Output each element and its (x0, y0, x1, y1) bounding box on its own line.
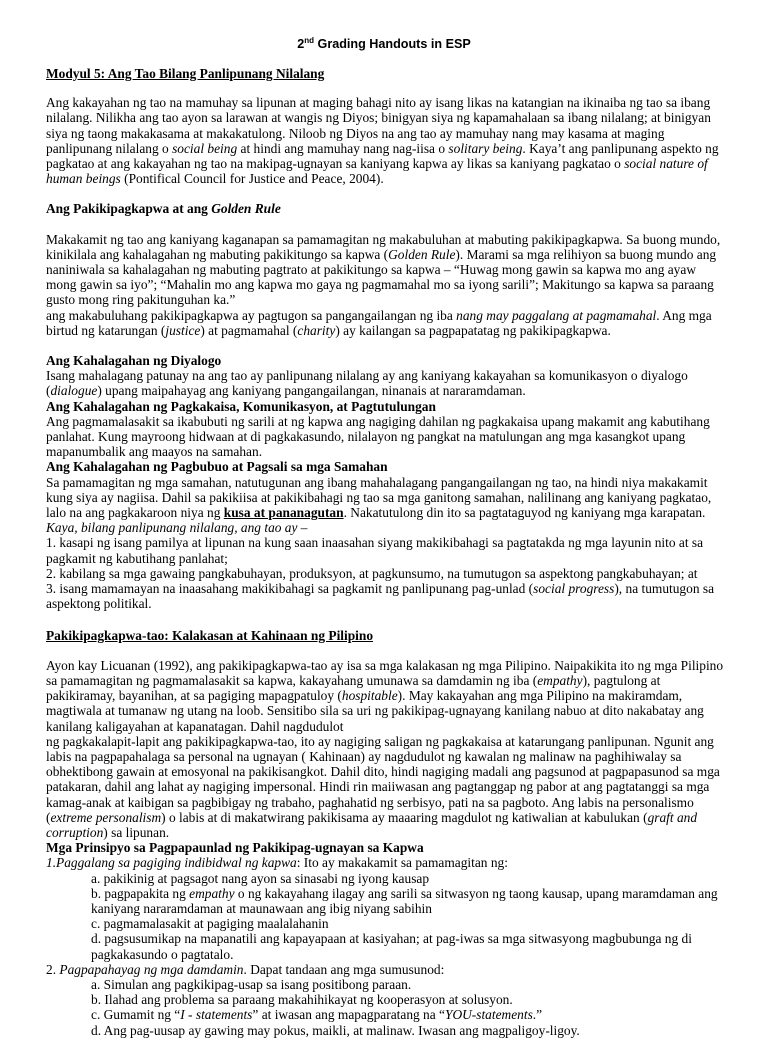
kapwatao-heading: Pakikipagkapwa-tao: Kalakasan at Kahinaan ng Pilipino (46, 627, 374, 643)
module-title: Modyul 5: Ang Tao Bilang Panlipunang Nilalang (46, 66, 325, 81)
samahan-item-3: 3. isang mamamayan na inaasahang makikibahagi sa pagkamit ng panlipunang pag-unlad (social progress), na tumutugon sa aspektong politikal. (46, 581, 715, 612)
page-header (0, 37, 768, 52)
prinsipyo-1: 1.Paggalang sa pagiging indibidwal ng kapwa: Ito ay makakamit sa pamamagitan ng: (46, 855, 508, 871)
list-item: c. Gumamit ng “I - statements” at iwasan ang mapagparatang na “YOU-statements.” (91, 1007, 543, 1023)
list-item: a. Simulan ang pagkikipag-usap sa isang positibong paraan. (91, 976, 412, 992)
samahan-item-2: 2. kabilang sa mga gawaing pangkabuhayan, produksyon, at pagkunsumo, na tumutugon sa aspektong pangkabuhayan; at (46, 565, 698, 581)
list-item: d. pagsusumikap na mapanatili ang kapayapaan at kasiyahan; at pag-iwas sa mga sitwasyong magbubunga ng di pagkakasundo o pagtatalo. (91, 931, 692, 962)
kapwatao-paragraph: Ayon kay Licuanan (1992), ang pakikipagkapwa-tao ay isa sa mga kalakasan ng mga Pilipino. Naipakikita ito ng mga Pilipino sa pamamagitan ng pagmamalasakit sa kapwa, kakayahang umunawa sa damdamin ng iba (empathy), pagtulong at pakikiramay, bayanihan, at sa pagiging mapagpatuloy (hospitable). May kakayahan ang mga Pilipino na makiramdam, magtiwala at tumanaw ng utang na loob. Sensitibo sila sa uri ng pakikipag-ugnayang kanilang nabuo at dito nakabatay ang kanilang kaligayahan at kapanatagan. Dahil nagdudulot (46, 657, 724, 734)
diyalogo-heading: Ang Kahalagahan ng Diyalogo (46, 353, 222, 369)
pagkakaisa-paragraph: Ang pagmamalasakit sa ikabubuti ng sarili at ng kapwa ang nagiging dahilan ng pagkakaisa upang makamit ang kabutihang panlahat. Kung mayroong hidwaan at di pagkakasundo, nilalayon ng pangkat na matulungan ang mga kasangkot upang mapanumbalik ang maayos na samahan. (46, 413, 710, 460)
list-item: a. pakikinig at pagsagot nang ayon sa sinasabi ng iyong kausap (91, 870, 430, 886)
prinsipyo-2: 2. Pagpapahayag ng mga damdamin. Dapat tandaan ang mga sumusunod: (46, 961, 445, 977)
document-body (46, 66, 726, 1038)
pagkakaisa-heading: Ang Kahalagahan ng Pagkakaisa, Komunikasyon, at Pagtutulungan (46, 398, 436, 414)
prinsipyo-2-list (46, 977, 726, 1038)
prinsipyo-heading: Mga Prinsipyo sa Pagpapaunlad ng Pakikipag-ugnayan sa Kapwa (46, 840, 424, 856)
samahan-paragraph: Sa pamamagitan ng mga samahan, natutugunan ang ibang mahahalagang pangangailangan ng tao, na hindi niya makakamit kung siya ay nagiisa. Dahil sa pakikiisa at pakikibahagi ng tao sa mga ganitong samahan, nalilinang ang kaniyang pagkatao, lalo na ang pagkakaroon niya ng kusa at pananagutan. Nakatutulong din ito sa pagtataguyod ng kaniyang mga karapatan. (46, 474, 712, 521)
diyalogo-paragraph: Isang mahalagang patunay na ang tao ay panlipunang nilalang ay ang kaniyang kakayahan sa komunikasyon o diyalogo (dialogue) upang maipahayag ang kaniyang pangangailangan, ninanais at nararamdaman. (46, 368, 688, 399)
golden-rule-paragraph-2: ang makabuluhang pakikipagkapwa ay pagtugon sa pangangailangan ng iba nang may paggalang at pagmamahal. Ang mga birtud ng katarungan (justice) at pagmamahal (charity) ay kailangan sa pagpapatatag ng pakikipagkapwa. (46, 307, 712, 338)
intro-paragraph: Ang kakayahan ng tao na mamuhay sa lipunan at maging bahagi nito ay isang likas na katangian na ikinaiba ng tao sa ibang nilalang. Nilikha ang tao ayon sa larawan at wangis ng Diyos; binigyan siya ng kapamahalaan sa ibang nilalang; at binigyan siya ng taong makakasama at makakatulong. Niloob ng Diyos na ang tao ay mamuhay nang may kasama at maging panlipunang nilalang o social being at hindi ang mamuhay nang nag-iisa o solitary being. Kaya’t ang panlipunang aspekto ng pagkatao at ang kakayahan ng tao na makipag-ugnayan sa kaniyang kapwa ay likas sa kaniyang pagkatao o social nature of human beings (Pontifical Council for Justice and Peace, 2004). (46, 95, 719, 187)
list-item: c. pagmamalasakit at pagiging maalalahanin (91, 916, 329, 932)
samahan-heading: Ang Kahalagahan ng Pagbubuo at Pagsali sa mga Samahan (46, 459, 388, 475)
list-item: b. Ilahad ang problema sa paraang makahihikayat ng kooperasyon at solusyon. (91, 992, 513, 1008)
list-item: d. Ang pag-uusap ay gawing may pokus, maikli, at malinaw. Iwasan ang magpaligoy-ligoy. (91, 1022, 580, 1038)
header-title: Grading Handouts in ESP (314, 37, 471, 51)
samahan-item-1: 1. kasapi ng isang pamilya at lipunan na kung saan inaasahan siyang makikibahagi sa pagtatakda ng mga layunin nito at sa pagkamit ng kabutihang panlahat; (46, 535, 704, 566)
header-prefix: 2 (297, 37, 305, 51)
header-superscript: nd (304, 35, 315, 45)
kapwatao-paragraph-2: ng pagkakalapit-lapit ang pakikipagkapwa-tao, ito ay nagiging saligan ng pagkakaisa at katarungang panlipunan. Ngunit ang labis na pagpapahalaga sa personal na ugnayan ( Kahinaan) ay nagdudulot ng kawalan ng malinaw na paghihiwalay sa obhektibong gawain at emosyonal na pakikisangkot. Dahil dito, hindi nagiging madali ang pagsunod at pagpapasunod sa mga patakaran, dahil ang lahat ay nagiging impersonal. Hindi rin maiiwasan ang pagtanggap ng pabor at ang pagtatanggi sa mga kamag-anak at kaibigan sa pagbibigay ng trabaho, paghahatid ng serbisyo, pati na sa pagboto. Ang labis na personalismo (extreme personalism) o labis at di makatwirang pakikisama ay maaaring magdulot ng katiwalian at kabulukan (graft and corruption) sa lipunan. (46, 733, 720, 840)
list-item: b. pagpapakita ng empathy o ng kakayahang ilagay ang sarili sa sitwasyon ng taong kausap, upang maramdaman ang kaniyang nararamdaman at maunawaan ang ibig niyang sabihin (91, 885, 718, 916)
golden-rule-paragraph: Makakamit ng tao ang kaniyang kaganapan sa pamamagitan ng makabuluhan at mabuting pakikipagkapwa. Sa buong mundo, kinikilala ang kahalagahan ng mabuting pakikitungo sa kapwa (Golden Rule). Marami sa mga relihiyon sa buong mundo ang naniniwala sa kahalagahan ng mabuting pagtrato at pakikitungo sa kapwa – “Huwag mong gawin sa kapwa mo ang ayaw mong gawin sa iyo”; “Mahalin mo ang kapwa mo gaya ng pagmamahal mo sa iyong sarili”; Makitungo sa kapwa sa paraang gusto mong ring pakitunguhan ka.” (46, 231, 721, 308)
golden-rule-heading: Ang Pakikipagkapwa at ang Golden Rule (46, 201, 281, 217)
samahan-lead: Kaya, bilang panlipunang nilalang, ang tao ay – (46, 520, 308, 536)
prinsipyo-1-list (46, 871, 726, 962)
